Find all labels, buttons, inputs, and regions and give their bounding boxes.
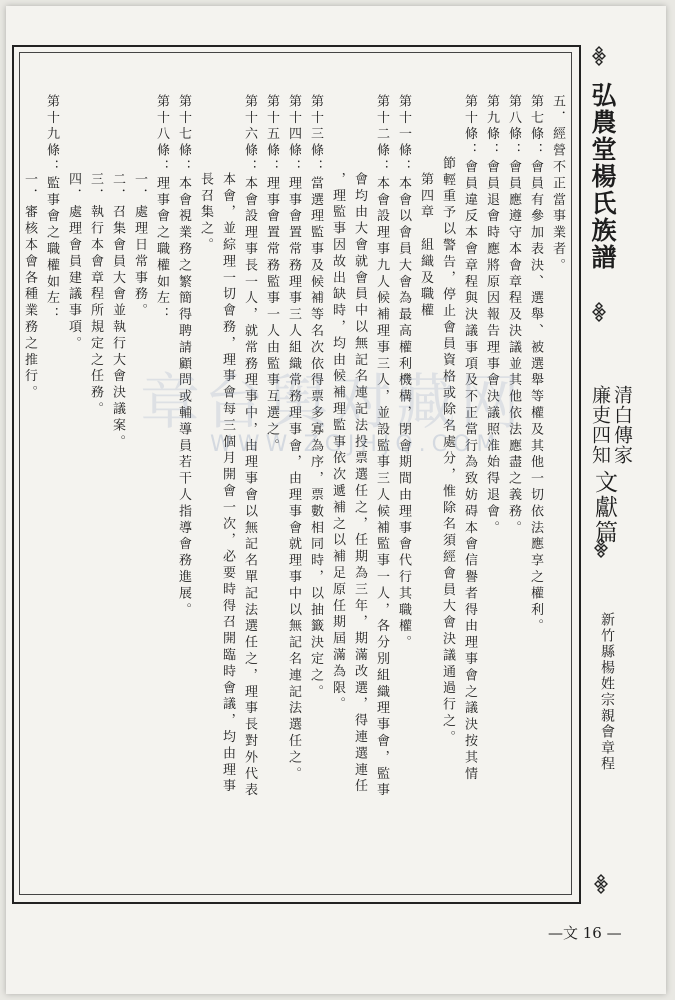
text-column: 會均由大會就會員中以無記名連記法投票選任之，任期為三年，期滿改選，得連選連任	[352, 172, 367, 796]
list-item: 二．召集會員大會並執行大會決議案。	[110, 172, 125, 451]
book-title: 弘農堂楊氏族譜	[588, 82, 617, 271]
text-column: 第十條：會員違反本會章程與決議事項及不正當行為致妨碍本會信譽者得由理事會之議決按其情	[462, 94, 477, 783]
text-column: 長召集之。	[198, 172, 213, 254]
text-column: 第十四條：理事會置常務理事三人組織常務理事會，由理事會就理事中以無記名連記法選任之。	[286, 94, 301, 783]
text-column: 五．經營不正當事業者。	[550, 94, 565, 275]
text-column: 本會，並綜理一切會務，理事會每三個月開會一次，必要時得召開臨時會議，均由理事	[220, 172, 235, 796]
text-column: 第十三條：當選理監事及候補等名次依得票多寡為序，票數相同時，以抽籤決定之。	[308, 94, 323, 701]
list-item: 一．審核本會各種業務之推行。	[22, 172, 37, 402]
diamond-ornament-icon	[589, 536, 613, 560]
text-column: 第八條：會員應遵守本會章程及決議並其他依法應盡之義務。	[506, 94, 521, 537]
list-item: 一．處理日常事務。	[132, 172, 147, 320]
text-column: 第九條：會員退會時應將原因報告理事會決議照准始得退會。	[484, 94, 499, 537]
text-column: 第十一條：本會以會員大會為最高權利機構，閉會期間由理事會代行其職權。	[396, 94, 411, 652]
diamond-ornament-icon	[587, 300, 611, 324]
text-column: 第十八條：理事會之職權如左：	[154, 94, 169, 324]
watermark-text: 章台舆对藏网	[140, 368, 524, 438]
volume-title: 文獻篇	[591, 470, 617, 545]
text-column: 第七條：會員有參加表決、選舉、被選舉等權及其他一切依法應享之權利。	[528, 94, 543, 636]
chapter-heading: 第四章 組織及職權	[418, 172, 433, 320]
page-number: —文 16 —	[548, 924, 622, 942]
text-column: ，理監事因故出缺時，均由候補理監事依次遞補之以補足原任期屆滿為限。	[330, 172, 345, 714]
diamond-ornament-icon	[587, 44, 611, 68]
text-column: 第十六條：本會設理事長一人，就常務理事中，由理事會以無記名單記法選任之，理事長對外代表	[242, 94, 257, 800]
volume-motto-2: 清白傳家	[611, 385, 633, 465]
text-column: 第十九條：監事會之職權如左：	[44, 94, 59, 324]
volume-motto-1: 廉吏四知	[589, 385, 611, 465]
chapter-side-label: 新竹縣楊姓宗親會章程	[599, 612, 615, 772]
list-item: 四．處理會員建議事項。	[66, 172, 81, 353]
watermark-url: WWW.ZGJHJQ.COM	[210, 432, 502, 457]
text-column: 第十五條：理事會置常務監事一人由監事互選之。	[264, 94, 279, 455]
text-column: 節輕重予以警告，停止會員資格或除名處分，惟除名須經會員大會決議通過行之。	[440, 156, 455, 747]
text-column: 第十二條：本會設理事九人候補理事三人，並設監事三人候補監事一人，各分別組織理事會，監事	[374, 94, 389, 800]
text-column: 第十七條：本會視業務之繁簡得聘請顧問或輔導員若干人指導會務進展。	[176, 94, 191, 619]
list-item: 三．執行本會章程所規定之任務。	[88, 172, 103, 418]
diamond-ornament-icon	[589, 872, 613, 896]
